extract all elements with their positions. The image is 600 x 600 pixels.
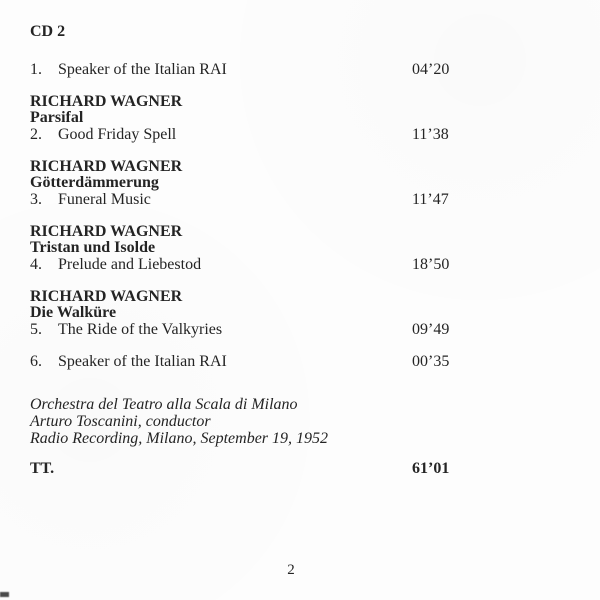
track-row-6	[30, 354, 570, 371]
recording-credit: Radio Recording, Milano, September 19, 1952	[30, 430, 329, 447]
track-title: Speaker of the Italian RAI	[58, 60, 227, 78]
track-number: 2.	[30, 125, 42, 143]
work-group-parsifal	[30, 94, 570, 144]
orchestra-credit: Orchestra del Teatro alla Scala di Milano	[30, 396, 298, 413]
track-title: Prelude and Liebestod	[58, 255, 202, 273]
track-row-5	[30, 322, 570, 339]
work-group-walkuere	[30, 289, 570, 339]
track-duration: 00’35	[412, 352, 450, 370]
track-title: Good Friday Spell	[58, 125, 177, 143]
total-time-duration: 61’01	[412, 460, 450, 477]
page-title: CD 2	[30, 23, 66, 40]
track-number: 3.	[30, 190, 42, 208]
conductor-credit: Arturo Toscanini, conductor	[30, 413, 211, 430]
composer-name: RICHARD WAGNER	[30, 92, 183, 110]
track-duration: 18’50	[412, 255, 450, 273]
page-number: 2	[287, 562, 295, 578]
track-duration: 11’38	[412, 125, 449, 143]
scan-artifact	[0, 592, 9, 597]
track-duration: 11’47	[412, 190, 449, 208]
composer-name: RICHARD WAGNER	[30, 287, 183, 305]
track-row-2	[30, 127, 570, 144]
track-title: Funeral Music	[58, 190, 151, 208]
track-title: Speaker of the Italian RAI	[58, 352, 227, 370]
track-row-1	[30, 62, 570, 79]
work-title: Tristan und Isolde	[30, 239, 156, 256]
work-group-tristan	[30, 224, 570, 274]
track-number: 5.	[30, 320, 42, 338]
track-number: 1.	[30, 60, 42, 78]
track-number: 4.	[30, 255, 42, 273]
total-time-label: TT.	[30, 460, 55, 477]
composer-name: RICHARD WAGNER	[30, 222, 183, 240]
track-row-4	[30, 257, 570, 274]
track-duration: 09’49	[412, 320, 450, 338]
track-duration: 04’20	[412, 60, 450, 78]
composer-name: RICHARD WAGNER	[30, 157, 183, 175]
work-title: Die Walküre	[30, 304, 117, 321]
track-row-3	[30, 192, 570, 209]
work-title: Götterdämmerung	[30, 174, 159, 191]
work-title: Parsifal	[30, 109, 84, 126]
track-title: The Ride of the Valkyries	[58, 320, 223, 338]
track-number: 6.	[30, 352, 42, 370]
work-group-goetterdaemmerung	[30, 159, 570, 209]
credits-block	[30, 396, 570, 447]
total-time-row	[30, 461, 570, 478]
